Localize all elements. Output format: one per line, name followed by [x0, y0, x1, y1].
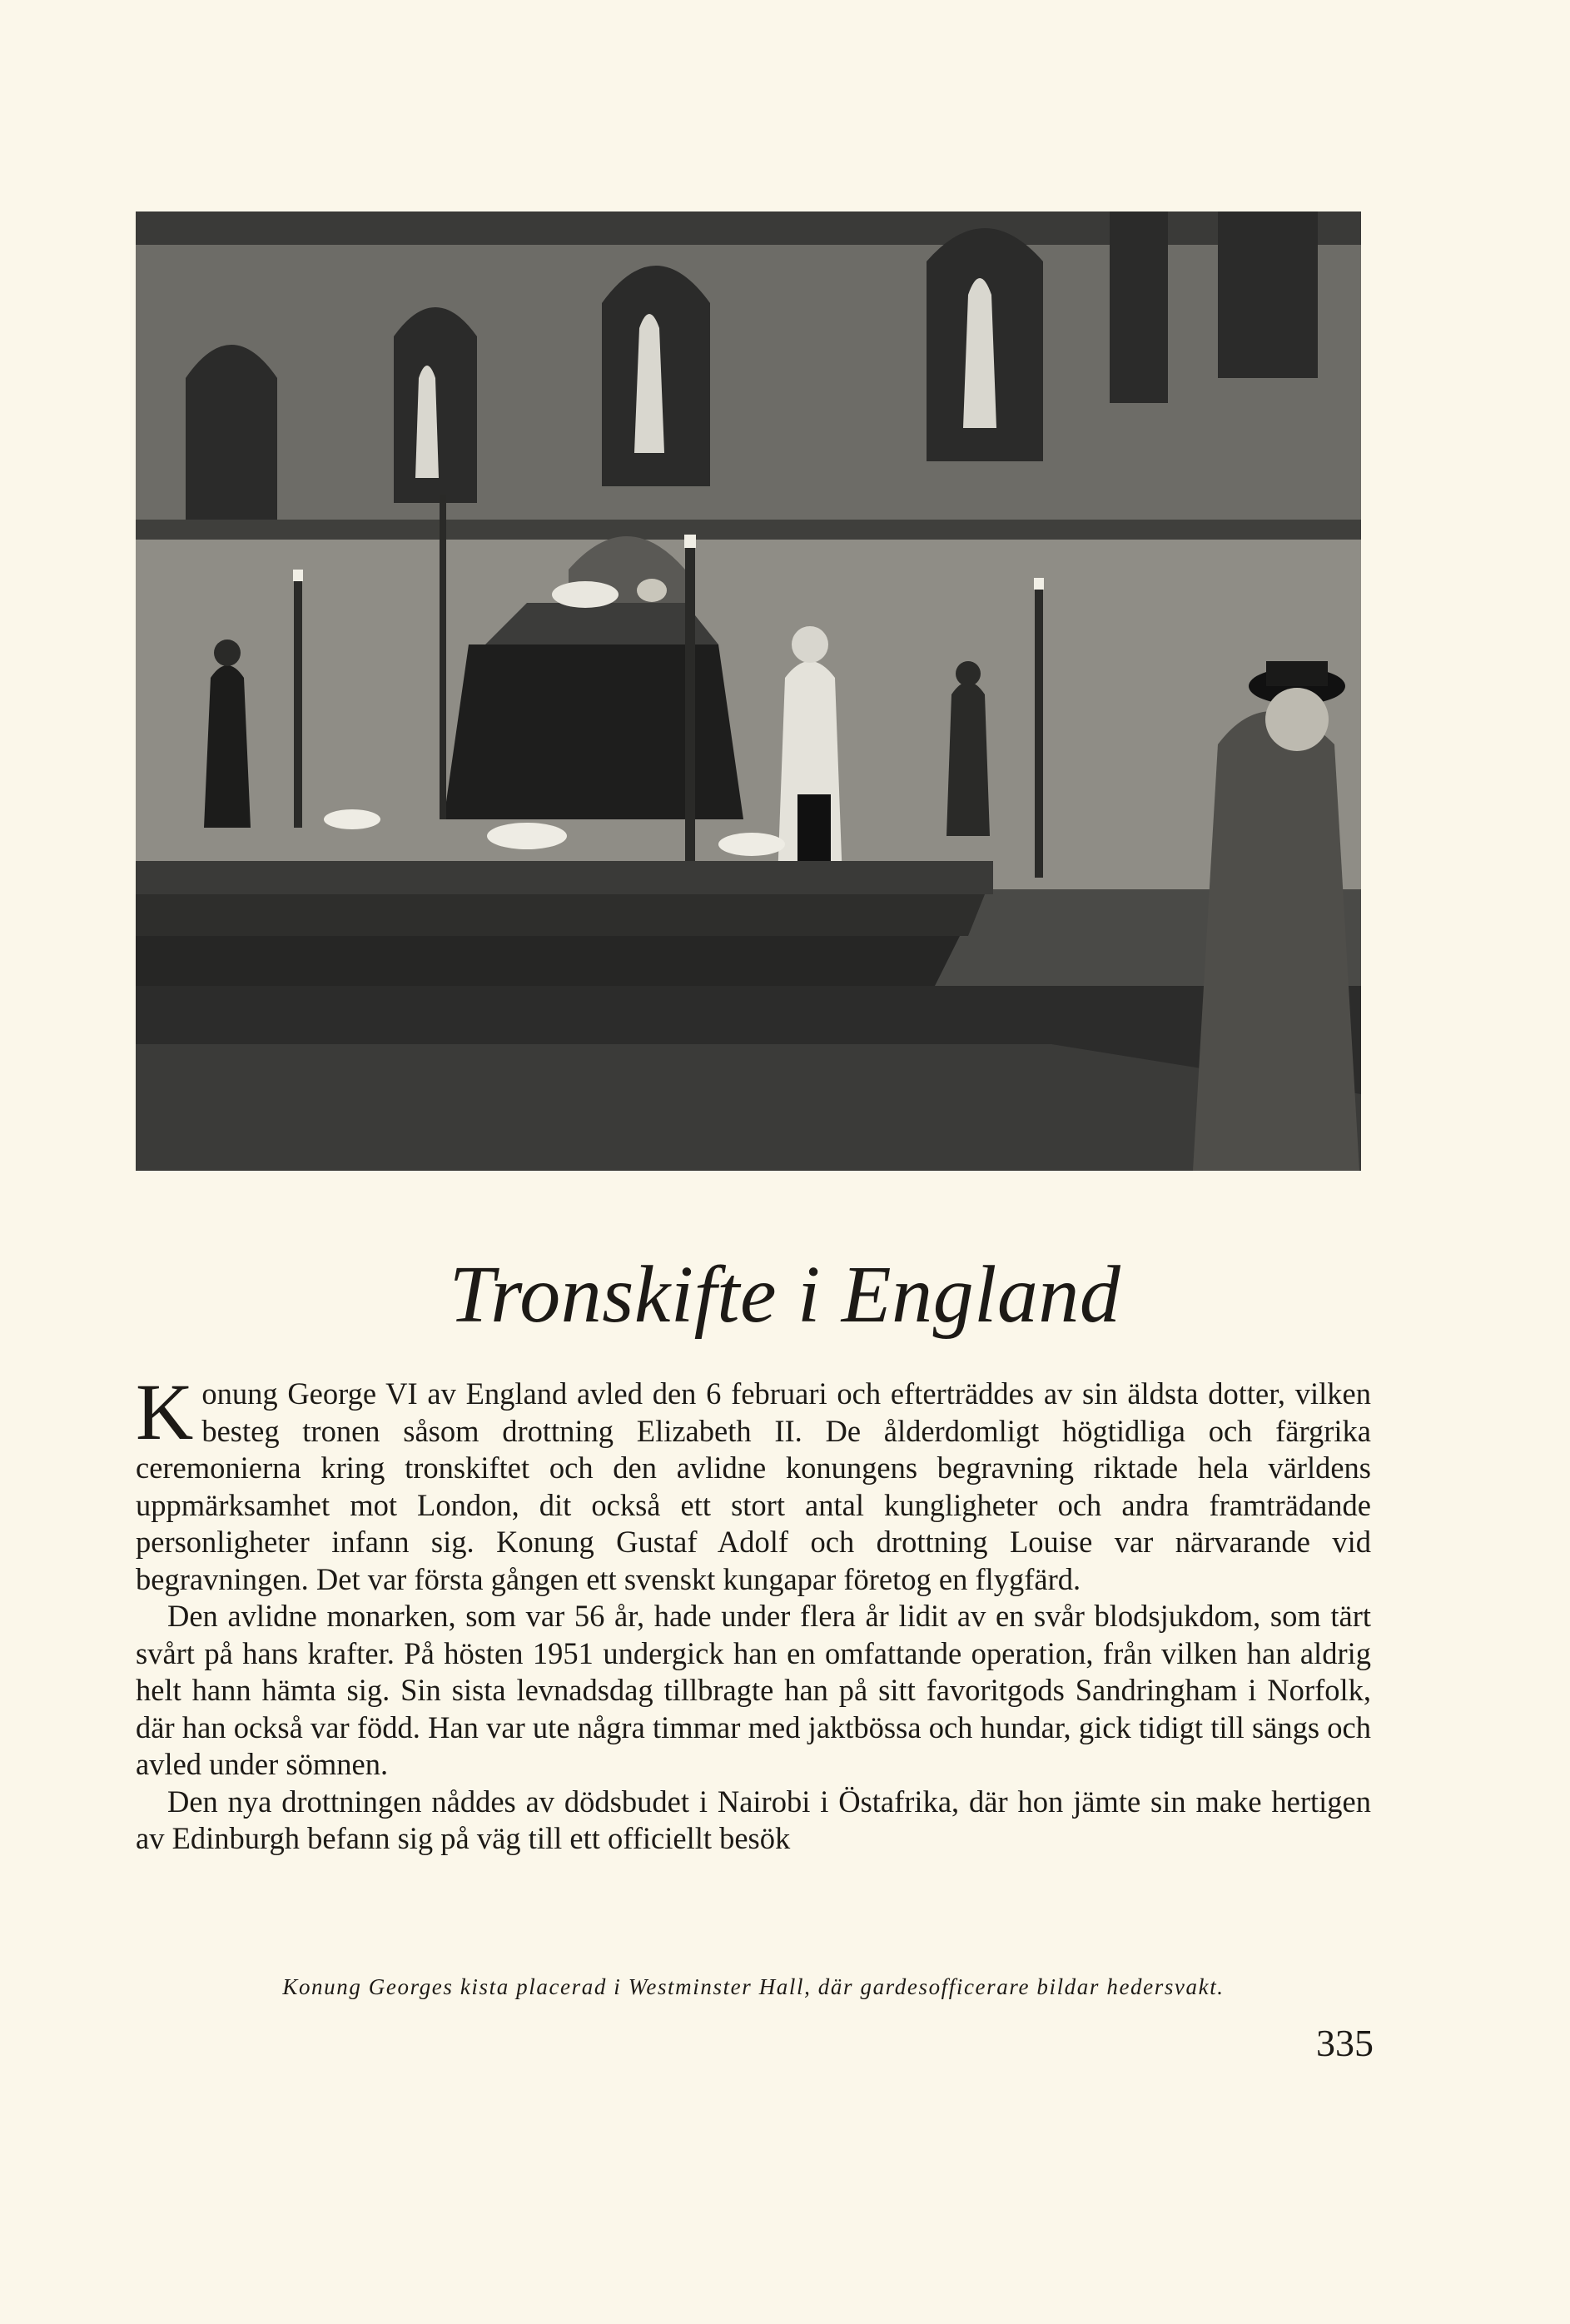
platform-steps	[136, 861, 1361, 1171]
photo-caption: Konung Georges kista placerad i Westminster Hall, där gardesofficerare bildar hedersvakt.	[282, 1974, 1225, 1999]
article-body	[136, 1367, 1371, 1858]
page-number: 335	[1316, 2022, 1374, 2064]
photo-scene	[136, 211, 1361, 1171]
paragraph-text: onung George VI av England avled den 6 februari och efterträddes av sin äldsta dotter, vilken besteg tronen såsom drottning Elizabeth II. De ålderdomligt högtidliga och färgrika ceremonierna kring tronskiftet och den avlidne konungens begravning riktade hela världens uppmärksamhet mot London, dit också ett stort antal kungligheter och andra framträdande personligheter infann sig. Konung Gustaf Adolf och drottning Louise var närvarande vid begravningen. Det var första gången ett svenskt kungapar företog en flygfärd.	[136, 1376, 1371, 1596]
upper-wall	[136, 211, 1361, 536]
paragraph-1	[136, 1367, 1371, 1598]
photograph	[136, 211, 1361, 1171]
article-title: Tronskifte i England	[449, 1250, 1121, 1340]
paragraph-3: Den nya drottningen nåddes av dödsbudet i Nairobi i Östafrika, där hon jämte sin make hertigen av Edinburgh befann sig på väg till ett officiellt besök	[136, 1784, 1371, 1855]
drop-cap: K	[136, 1367, 194, 1456]
paragraph-2: Den avlidne monarken, som var 56 år, hade under flera år lidit av en svår blodsjukdom, som tärt svårt på hans krafter. På hösten 1951 undergick han en omfattande operation, från vilken han aldrig helt hann hämta sig. Sin sista levnadsdag tillbragte han på sitt favoritgods Sandringham i Norfolk, där han också var född. Han var ute några timmar med jaktbössa och hundar, gick tidigt till sängs och avled under sömnen.	[136, 1599, 1371, 1781]
